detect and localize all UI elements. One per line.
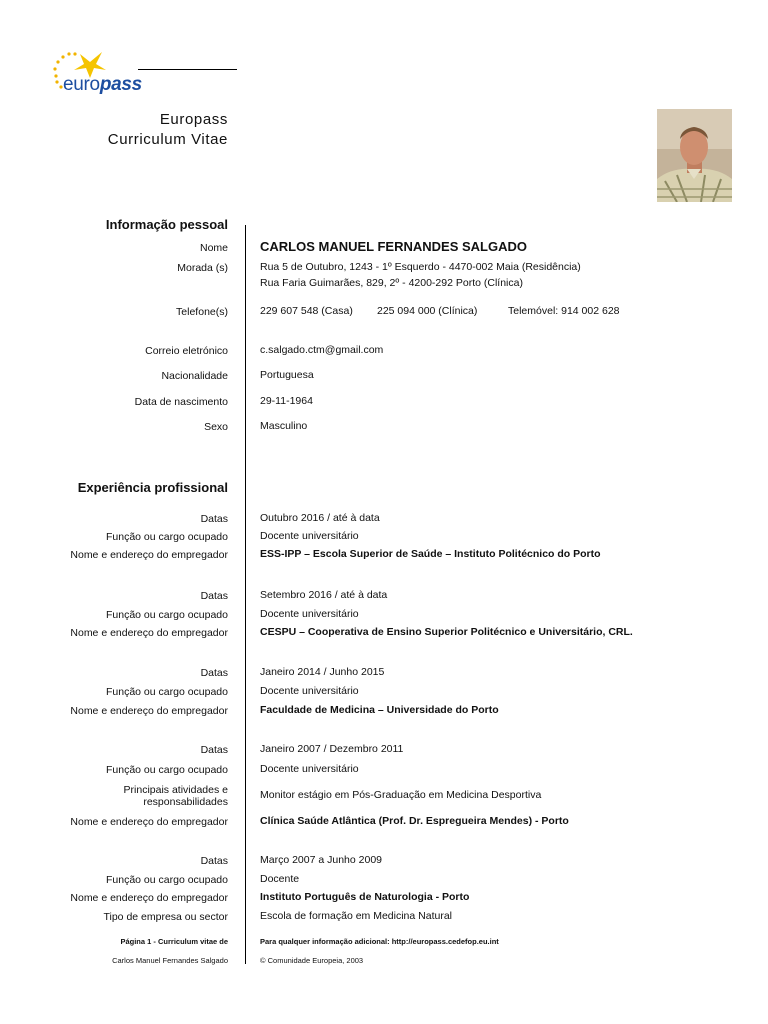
value-role: Docente universitário: [260, 763, 359, 775]
label-birth: Data de nascimento: [134, 396, 228, 408]
footer-person: Carlos Manuel Fernandes Salgado: [112, 956, 228, 965]
value-employer: Clínica Saúde Atlântica (Prof. Dr. Espregueira Mendes) - Porto: [260, 815, 569, 827]
value-employer: Instituto Português de Naturologia - Porto: [260, 891, 470, 903]
header-rule: [138, 69, 237, 70]
value-address-1: Rua 5 de Outubro, 1243 - 1º Esquerdo - 4470-002 Maia (Residência): [260, 261, 581, 273]
title-europass: Europass: [159, 111, 228, 128]
value-nationality: Portuguesa: [260, 369, 314, 381]
label-activities-2: responsabilidades: [143, 796, 228, 808]
value-phone-home: 229 607 548 (Casa): [260, 305, 353, 317]
label-sex: Sexo: [204, 421, 228, 433]
value-name: CARLOS MANUEL FERNANDES SALGADO: [260, 239, 527, 254]
value-dates: Janeiro 2007 / Dezembro 2011: [260, 743, 404, 755]
label-activities-1: Principais atividades e: [123, 784, 228, 796]
section-heading-experience: Experiência profissional: [77, 480, 228, 495]
footer-info-link[interactable]: Para qualquer informação adicional: http://europass.cedefop.eu.int: [260, 937, 499, 946]
column-divider: [245, 225, 246, 964]
value-dates: Setembro 2016 / até à data: [260, 589, 388, 601]
value-role: Docente universitário: [260, 608, 359, 620]
value-phone-mobile: Telemóvel: 914 002 628: [508, 305, 620, 317]
value-role: Docente: [260, 873, 300, 885]
value-role: Docente universitário: [260, 530, 359, 542]
label-role: Função ou cargo ocupado: [105, 874, 228, 886]
value-email[interactable]: c.salgado.ctm@gmail.com: [260, 344, 384, 356]
value-activities: Monitor estágio em Pós-Graduação em Medicina Desportiva: [260, 789, 542, 801]
label-employer: Nome e endereço do empregador: [70, 627, 228, 639]
value-dates: Outubro 2016 / até à data: [260, 512, 380, 524]
label-name: Nome: [199, 242, 228, 254]
section-heading-personal: Informação pessoal: [105, 217, 228, 232]
label-address: Morada (s): [177, 262, 228, 274]
title-cv: Curriculum Vitae: [107, 131, 228, 148]
value-birth: 29-11-1964: [260, 395, 313, 407]
label-nationality: Nacionalidade: [161, 370, 228, 382]
value-address-2: Rua Faria Guimarães, 829, 2º - 4200-292 Porto (Clínica): [260, 277, 523, 289]
label-dates: Datas: [200, 855, 228, 867]
label-sector: Tipo de empresa ou sector: [103, 911, 228, 923]
label-phone: Telefone(s): [176, 306, 228, 318]
label-dates: Datas: [200, 590, 228, 602]
value-dates: Março 2007 a Junho 2009: [260, 854, 383, 866]
label-role: Função ou cargo ocupado: [105, 764, 228, 776]
value-employer: ESS-IPP – Escola Superior de Saúde – Instituto Politécnico do Porto: [260, 548, 601, 560]
label-role: Função ou cargo ocupado: [105, 531, 228, 543]
footer-copyright: © Comunidade Europeia, 2003: [260, 956, 364, 965]
value-phone-clinic: 225 094 000 (Clínica): [377, 305, 478, 317]
profile-photo: [657, 109, 732, 202]
value-role: Docente universitário: [260, 685, 359, 697]
label-dates: Datas: [200, 513, 228, 525]
label-dates: Datas: [200, 667, 228, 679]
value-sex: Masculino: [260, 420, 308, 432]
label-role: Função ou cargo ocupado: [105, 609, 228, 621]
value-employer: Faculdade de Medicina – Universidade do Porto: [260, 704, 499, 716]
label-employer: Nome e endereço do empregador: [70, 705, 228, 717]
label-role: Função ou cargo ocupado: [105, 686, 228, 698]
footer-page: Página 1 - Curriculum vitae de: [120, 937, 228, 946]
label-employer: Nome e endereço do empregador: [70, 892, 228, 904]
value-sector: Escola de formação em Medicina Natural: [260, 910, 453, 922]
label-email: Correio eletrónico: [145, 345, 228, 357]
value-employer: CESPU – Cooperativa de Ensino Superior Politécnico e Universitário, CRL.: [260, 626, 633, 638]
label-employer: Nome e endereço do empregador: [70, 816, 228, 828]
label-dates: Datas: [200, 744, 228, 756]
value-dates: Janeiro 2014 / Junho 2015: [260, 666, 385, 678]
label-employer: Nome e endereço do empregador: [70, 549, 228, 561]
logo-wordmark: europass: [63, 74, 142, 95]
